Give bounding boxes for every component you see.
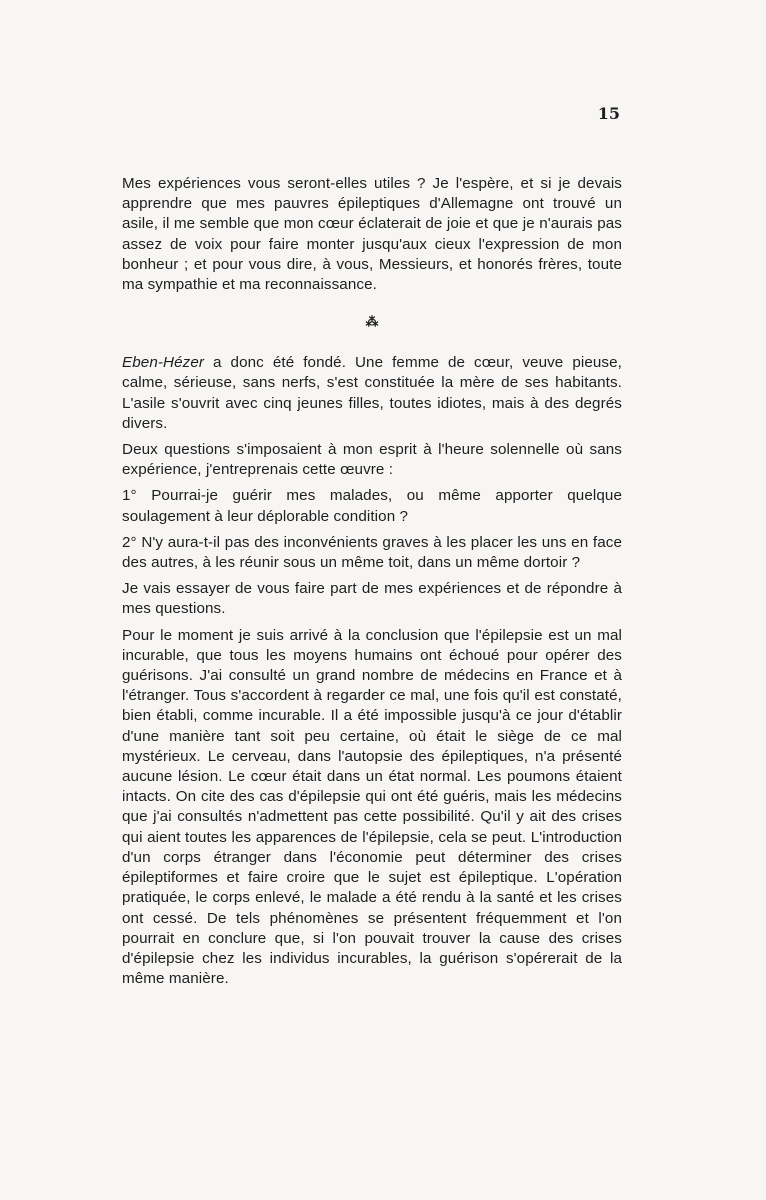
paragraph-7: Pour le moment je suis arrivé à la conclusion que l'épilepsie est un mal incurable, que tous les moyens humains ont échoué pour opérer des guérisons. J'ai consulté un grand nombre de médecins en France et à l'étranger. Tous s'accordent à regarder ce mal, une fois qu'il est constaté, bien établi, comme incurable. Il a été impossible jusqu'à ce jour d'établir d'une manière tant soit peu certaine, où était le siège de ce mal mystérieux. Le cerveau, dans l'autopsie des épileptiques, n'a présenté aucune lésion. Le cœur était dans un état normal. Les poumons étaient intacts. On cite des cas d'épilepsie qui ont été guéris, mais les médecins que j'ai consultés n'admettent pas cette possibilité. Qu'il y ait des crises qui aient toutes les apparences de l'épilepsie, cela se peut. L'introduction d'un corps étranger dans l'économie peut déterminer des crises épileptiformes et faire croire que le sujet est épileptique. L'opération pratiquée, le corps enlevé, le malade a été rendu à la santé et les crises ont cessé. De tels phénomènes se présentent fréquemment et l'on pourrait en conclure que, si l'on pouvait trouver la cause des crises d'épilepsie chez les individus incurables, la guérison s'opérerait de la même manière. bbox=[122, 626, 622, 988]
asterism-separator: ⁂ bbox=[365, 314, 379, 330]
paragraph-2 bbox=[122, 353, 622, 434]
question-2: 2° N'y aura-t-il pas des inconvénients graves à les placer les uns en face des autres, à les réunir sous un même toit, dans un même dortoir ? bbox=[122, 533, 622, 572]
body-text bbox=[122, 174, 622, 989]
paragraph-6: Je vais essayer de vous faire part de mes expériences et de répondre à mes questions. bbox=[122, 580, 622, 618]
paragraph-3: Deux questions s'imposaient à mon esprit à l'heure solennelle où sans expérience, j'entreprenais cette œuvre : bbox=[122, 441, 622, 479]
paragraph-2-text: a donc été fondé. Une femme de cœur, veuve pieuse, calme, sérieuse, sans nerfs, s'est constituée la mère de ses habitants. L'asile s'ouvrit avec cinq jeunes filles, toutes idiotes, mais à des degrés divers. bbox=[122, 354, 622, 432]
paragraph-1: Mes expériences vous seront-elles utiles ? Je l'espère, et si je devais apprendre que mes pauvres épileptiques d'Allemagne ont trouvé un asile, il me semble que mon cœur éclaterait de joie et que je n'aurais pas assez de voix pour faire monter jusqu'aux cieux l'expression de mon bonheur ; et pour vous dire, à vous, Messieurs, et honorés frères, toute ma sympathie et ma reconnaissance. bbox=[122, 175, 622, 294]
asylum-name: Eben-Hézer bbox=[122, 354, 205, 372]
page-number: 15 bbox=[597, 104, 620, 123]
question-1: 1° Pourrai-je guérir mes malades, ou même apporter quelque soulagement à leur déplorable condition ? bbox=[122, 487, 622, 525]
